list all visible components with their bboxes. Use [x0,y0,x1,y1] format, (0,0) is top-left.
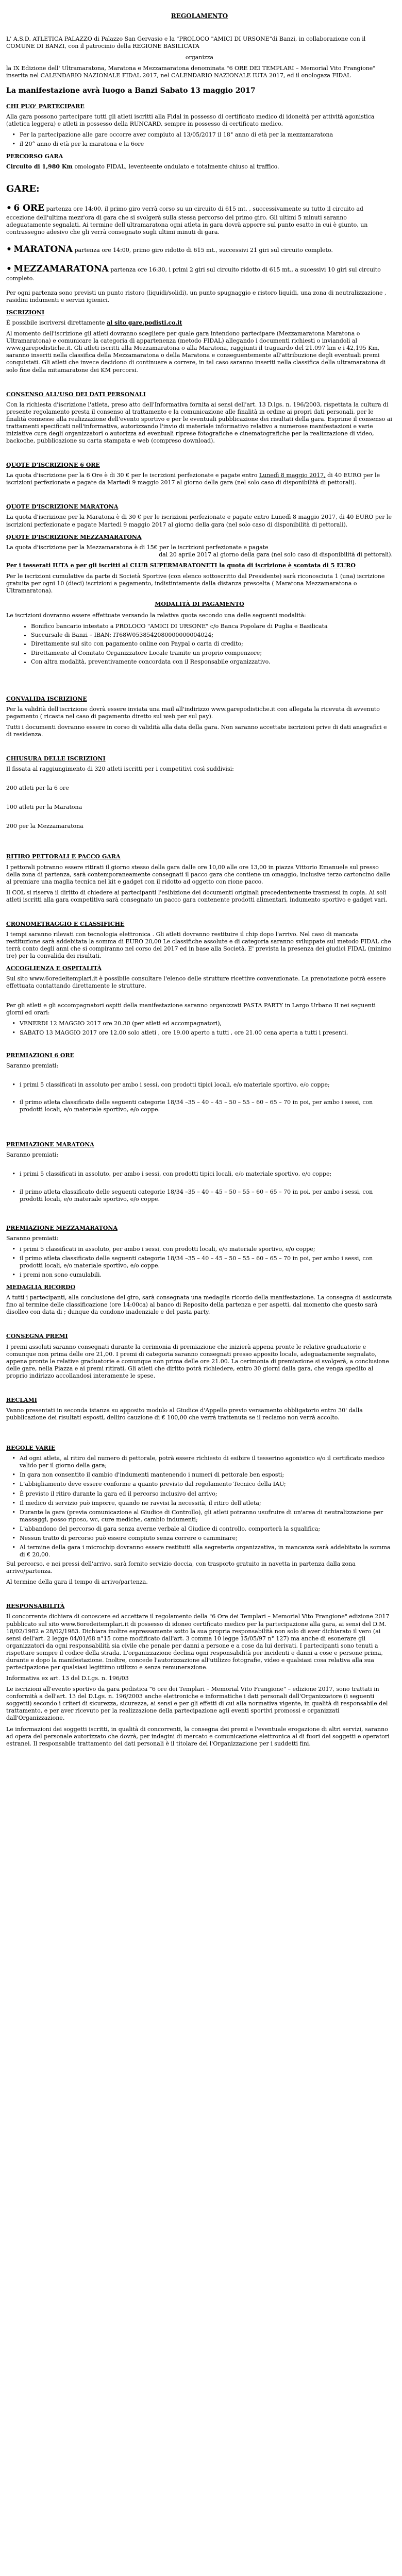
responsabilita-heading: RESPONSABILITÀ [6,1603,65,1610]
regole-paragraph-2: Al termine della gara il tempo di arrivo/partenza. [6,1579,148,1586]
race-maratona-bullet-icon: • [6,244,12,255]
premi-mezza-item [6,1255,393,1269]
pasta-party-text: VENERDI 12 MAGGIO 2017 ore 20.30 (per atleti ed accompagnatori), [20,1020,222,1027]
regole-text: Il medico di servizio può imporre, quando ne ravvisi la necessità, il ritiro dell'atleta; [20,1499,261,1506]
reclami-paragraph: Vanno presentati in seconda istanza su apposito modulo al Giudice d'Appello previo versamento obbligatorio entro 30' dalla pubblicazione dei risultati esposti, delliro cauzione di € 100,00 che verrà trattenuta se il reclamo non verrà accolto. [6,1406,363,1421]
bullet-icon: • [12,1455,15,1462]
quota-6ore-text: La quota d'iscrizione per la 6 Ore è di 30 € per le iscrizioni perfezionate e pagate entro [6,472,259,479]
bullet-icon: • [12,1081,15,1089]
bullet-icon: • [12,1509,15,1516]
gare-heading: GARE: [6,183,40,195]
regole-item [6,1526,393,1533]
bullet-icon: • [12,1272,15,1279]
premi-maratona-heading: PREMIAZIONE MARATONA [6,1141,94,1148]
premi-maratona-sub: Saranno premiati: [6,1151,59,1159]
regole-text: Nessun tratto di percorso può essere compiuto senza correre o camminare; [20,1534,238,1541]
pasta-party-item [6,1029,393,1037]
cronometraggio-paragraph: I tempi saranno rilevati con tecnologia elettronica . Gli atleti dovranno restituire il chip dopo l'arrivo. Nel caso di mancata restituzione sarà addebitata la somma di EURO 20,00 Le classifiche assolute e di categoria saranno sviluppate sul metodo FIDAL che terrà conto degli anni che si compiranno nel corso del 2017 ed in base alla Società. E' prevista la presenza dei giudici FIDAL (minimo tre) per la convalida dei risultati. [6,931,392,960]
regole-text: È previsto il ritiro durante la gara ed il percorso inclusivo del arrivo; [20,1490,217,1497]
regole-item [6,1544,393,1558]
chi-puo-heading: CHI PUO' PARTECIPARE [6,103,85,110]
premi-6ore-heading: PREMIAZIONI 6 ORE [6,1052,75,1059]
quota-mezza-line-2: dal 20 aprile 2017 al giorno della gara (nel solo caso di disponibilità di pettorali). [159,551,393,558]
quota-6ore-paragraph [6,472,393,486]
race-maratona-label: MARATONA [13,244,73,255]
bullet-icon: • [12,1188,15,1195]
race-6ore-bullet-icon: • [6,203,12,214]
bullet-icon: • [12,1020,15,1027]
responsabilita-paragraph-3: Le iscrizioni all'evento sportivo da gara podistica "6 ore dei Templari – Memorial Vito Frangione" – edizione 2017, sono trattati in conformità a dell'art. 13 del D.Lgs. n. 196/2003 anche elettroniche e informatiche i dati personali dall'Organizzatore (i seguenti soggetti) secondo i criteri di sicurezza, sicurezza, ai sensi e per gli effetti di cui alla normativa vigente, in qualità di responsabile del trattamento, e per aver ricevuto per la realizzazione della partecipazione agli eventi sportivi promossi e organizzati dall'Organizzazione. [6,1686,388,1722]
iuta-discount-note: Per i tesserati IUTA e per gli iscritti al CLUB SUPERMARATONETI la quota di iscrizione è scontata di 5 EURO [6,562,356,569]
premi-6ore-sub: Saranno premiati: [6,1062,59,1069]
premi-maratona-item [6,1171,393,1178]
regole-text: L'abbigliamento deve essere conforme a quanto previsto dal regolamento Tecnico della IAU; [20,1481,286,1488]
race-6ore-text: partenza ore 14:00, il primo giro verrà corso su un circuito di 615 mt. , successivamente su tutto il circuito ad eccezione dell'ultima mezz'ora di gara che si svolgerà sulla stessa percorso del primo giro. Gli ultimi 5 minuti saranno adeguatamente segnalati. Ai termine dell'ultramaratona ogni atleta in gara dovrà apporre sul punto esatto in cui è giunto, un contrassegno adesivo che gli verrà consegnato sugli ultimi minuti di gara. [6,206,368,236]
premi-mezza-item [6,1246,393,1253]
iscrizioni-online-text: È possibile iscriversi direttamente [6,319,107,327]
percorso-paragraph [6,163,393,171]
intro-paragraph-2: la IX Edizione dell' Ultramaratona, Maratona e Mezzamaratona denominata "6 ORE DEI TEMPLARI – Memorial Vito Frangione" inserita nel CALENDARIO NAZIONALE FIDAL 2017, nel CALENDARIO NAZIONALE IUTA 2017, ed il onologaza FIDAL [6,64,376,79]
regole-heading: REGOLE VARIE [6,1445,56,1452]
chiusura-limit-6ore: 200 atleti per la 6 ore [6,785,69,792]
premi-mezza-text: i primi 5 classificati in assoluto, per ambo i sessi, con prodotti locali, e/o materiale sportivo, e/o coppe; [20,1245,315,1252]
list-item: • Direttamente al Comitato Organizzatore Locale tramite un proprio compenzore; [31,650,393,657]
chiusura-heading: CHIUSURA DELLE ISCRIZIONI [6,755,106,762]
bullet-icon: • [12,1544,15,1551]
document-title: REGOLAMENTO [171,12,228,20]
bullet-icon: • [12,1499,15,1506]
regole-text: Ad ogni atleta, al ritiro del numero di pettorale, potrà essere richiesto di esibire il tesserino agonistico e/o il certificato medico valido per il giorno della gara; [20,1455,385,1469]
pasta-party-text: SABATO 13 MAGGIO 2017 ore 12.00 solo atleti , ore 19.00 aperto a tutti , ore 21.00 cena aperta a tutti i presenti. [20,1029,348,1036]
ritiro-heading: RITIRO PETTORALI E PACCO GARA [6,853,121,860]
iscrizioni-heading: ISCRIZIONI [6,309,45,316]
convalida-heading: CONVALIDA ISCRIZIONE [6,695,87,702]
premi-6ore-text: il primo atleta classificato delle seguenti categorie 18/34 –35 – 40 – 45 – 50 – 55 – 60 – 65 – 70 in poi, per ambo i sessi, con prodotti locali, e/o materiale sportivo, e/o coppe. [20,1099,373,1113]
quota-6ore-text-after: di 40 EURO per le iscrizioni perfezionate e pagate da Martedì 9 maggio 2017 al giorno della gara (nel solo caso di disponibilità di pettorali). [6,472,380,486]
iscrizioni-paragraph: Al momento dell'iscrizione gli atleti dovranno scegliere per quale gara intendono partecipare (Mezzamaratona Maratona o Ultramaratona) e comunicare la categoria di appartenenza (metodo FIDAL) allegando i documenti richiesti o inviandoli al www.garepodistiche.it. Gli atleti iscritti alla Mezzamaratona o alla Maratona, raggiunti il traguardo del 21.097 km e i 42,195 Km, saranno inseriti nella classifica della Mezzamaratona o della Maratona e conseguentemente all'attribuzione degli eventuali premi conquistati. Gli atleti che invece decidono di continuare a correre, in tal caso saranno inseriti nella classifica della ultramaratona di solo fine della mitamaratone dei KM percorsi. [6,330,386,374]
privacy-heading: CONSENSO ALL'USO DEI DATI PERSONALI [6,391,146,398]
iscrizioni-site-link[interactable]: al sito gare.podisti.co.it [107,319,182,327]
race-mezza [6,264,393,282]
premi-6ore-text: i primi 5 classificati in assoluto per ambo i sessi, con prodotti tipici locali, e/o materiale sportivo, e/o coppe; [20,1081,330,1089]
pasta-party-item [6,1020,393,1027]
responsabilita-paragraph-2: Informativa ex art. 13 del D.Lgs. n. 196/03 [6,1675,129,1682]
race-mezza-label: MEZZAMARATONA [13,263,109,274]
ritiro-paragraph-2: Il COL si riserva il diritto di chiedere ai partecipanti l'esibizione dei documenti originali precedentemente trasmessi in copia. Ai soli atleti iscritti alla gara competitiva sarà consegnato un pacco gara contenente prodotti alimentari, indumento sportivo e gadget vari. [6,889,388,903]
quota-6ore-heading: QUOTE D'ISCRIZIONE 6 ORE [6,462,100,469]
list-item: • Con altra modalità, preventivamente concordata con il Responsabile organizzativo. [31,658,393,666]
regole-item [6,1455,393,1469]
ospitalita-heading: ACCOGLIENZA E OSPITALITÀ [6,965,102,972]
premi-mezza-item [6,1272,393,1279]
list-item: • Direttamente sul sito con pagamento online con Paypal o carta di credito; [31,640,393,648]
bullet-icon: • [12,1525,15,1532]
iscrizioni-online [6,319,393,327]
chi-puo-paragraph: Alla gara possono partecipare tutti gli atleti iscritti alla Fidal in possesso di certificato medico di idoneità per attività agonistica (atletica leggera) e atleti in possesso della RUNCARD, sempre in possesso di certificato medico. [6,113,375,127]
ospitalita-paragraph-1: Sul sito www.6oredeitemplari.it è possibile consultare l'elenco delle strutture ricettive convenzionate. La prenotazione potrà essere effettuata contattando direttamente le strutture. [6,975,386,990]
regole-item [6,1509,393,1523]
race-maratona [6,244,393,256]
bullet-icon: • [12,1245,15,1252]
regole-item [6,1500,393,1507]
ritiro-paragraph-1: I pettorali potranno essere ritirati il giorno stesso della gara dalle ore 10,00 alle ore 13,00 in piazza Vittorio Emanuele sul presso della zona di partenza, sarà contemporaneamente consegnati il pacco gara che contiene un omaggio, inclusive terzo cartoncino dalle al premiare una maglia tecnica nel kit e gadget con il ridotto ad oggetto con rione pacco. [6,863,391,885]
bullet-icon: • [12,1099,15,1106]
list-item: • Bonifico bancario intestato a PROLOCO "AMICI DI URSONE" c/o Banca Popolare di Puglia e Basilicata [31,623,393,630]
medaglia-heading: MEDAGLIA RICORDO [6,1284,76,1291]
bullet-icon: • [12,1255,15,1262]
intro-paragraph-1: L' A.S.D. ATLETICA PALAZZO di Palazzo San Gervasio e la "PROLOCO "AMICI DI URSONE"di Banzi, in collaborazione con il COMUNE DI BANZI, con il patrocinio della REGIONE BASILICATA [6,36,366,50]
ospitalita-paragraph-2: Per gli atleti e gli accompagnatori ospiti della manifestazione saranno organizzati PASTA PARTY in Largo Urbano II nei seguenti giorni ed orari: [6,1002,376,1016]
bullet-icon: • [12,1171,15,1178]
cumulative-note: Per le iscrizioni cumulative da parte di Società Sportive (con elenco sottoscritto dal Presidente) sarà riconosciuta 1 (una) iscrizione gratuita per ogni 10 (dieci) iscrizioni a pagamento, indistintamente dalla distanza prescelta ( Maratona Mezzamaratona o Ultramaratona). [6,572,385,595]
bullet-text: Per la partecipazione alle gare occorre aver compiuto al 13/05/2017 il 18° anno di età per la mezzamaratona [20,131,333,138]
quota-maratona-heading: QUOTE D'ISCRIZIONE MARATONA [6,503,119,511]
list-item: • Succursale di Banzi – IBAN: IT68W0538542080000000004024; [31,632,393,639]
regole-paragraph: Sul percorso, e nei pressi dell'arrivo, sarà fornito servizio doccia, con trasporto gratuito in navetta in partenza dalla zona arrivo/partenza. [6,1561,356,1575]
race-6ore-label: 6 ORE [13,203,45,214]
regole-item [6,1481,393,1488]
race-mezza-bullet-icon: • [6,263,12,274]
reclami-heading: RECLAMI [6,1396,37,1403]
bullet-icon: • [12,1471,15,1479]
quota-mezza-heading: QUOTE D'ISCRIZIONE MEZZAMARATONA [6,533,142,540]
responsabilita-paragraph-4: Le informazioni dei soggetti iscritti, in qualità di concorrenti, la consegna dei premi e l'eventuale erogazione di altri servizi, saranno ad opera del personale autorizzato che dovrà, per indagini di mercato e comunicazione elettronica al di fuori dei soggetti e operatori estranei. Il responsabile trattamento dei dati personali è il titolare del l'Organizzazione per i suddetti fini. [6,1725,390,1747]
chiusura-paragraph: Il fissata al raggiungimento di 320 atleti iscritti per i competitivi così suddivisi: [6,766,234,773]
premi-mezza-heading: PREMIAZIONE MEZZAMARATONA [6,1224,118,1231]
event-headline: La manifestazione avrà luogo a Banzi Sabato 13 maggio 2017 [6,86,256,95]
premi-mezza-text: il primo atleta classificato delle seguenti categorie 18/34 –35 – 40 – 45 – 50 – 55 – 60 – 65 – 70 in poi, per ambo i sessi, con prodotti locali, e/o materiale sportivo, e/o coppe. [20,1255,373,1269]
chiusura-limit-maratona: 100 atleti per la Maratona [6,804,82,811]
consegna-paragraph: I premi assoluti saranno consegnati durante la cerimonia di premiazione che inizierà appena pronte le relative graduatorie e comunque non prima delle ore 21,00. I premi di categoria saranno consegnati presso apposito locale, adeguatamente segnalato, appena pronte le relative graduatorie e comunque non prima delle ore 21.00. La cerimonia di premiazione si svolgerà, a conclusione delle gare, nella Piazza e ai premi ritirati, Gli atleti che diritto potrà richiedere, entro 30 giorni dalla gara, che venga spedito al proprio indirizzo accollandosi interamente le spese. [6,1343,389,1379]
premi-mezza-sub: Saranno premiati: [6,1234,59,1242]
bullet-text: il 20° anno di età per la maratona e la 6ore [20,140,144,147]
bullet-icon: • [12,1534,15,1541]
race-6ore [6,203,393,236]
regole-text: L'abbandono del percorso di gara senza averne verbale al Giudice di controllo, comporterà la squalifica; [20,1525,321,1532]
responsabilita-paragraph-1: Il concorrente dichiara di conoscere ed accettare il regolamento della "6 Ore dei Templari – Memorial Vito Frangione" edizione 2017 pubblicato sul sito www.6oredeitemplari.it di possesso di idoneo certificato medico per la partecipazione alla gara, ai sensi del D.M. 18/02/1982 e 28/02/1983. Dichiara inoltre espressamente sotto la sua propria responsabilità non solo di aver dichiarato il vero (ai sensi dell'art. 2 legge 04/01/68 n°15 come modificato dall'art. 3 comma 10 legge 15/05/97 n° 127) ma anche di esonerare gli organizzatori da ogni responsabilità sia civile che penale per danni a persone e a cose da lui derivati. I partecipanti sono tenuti a rispettare sempre il codice della strada. L'organizzazione declina ogni responsabilità per incidenti e danni a cose e persone prima, durante e dopo la manifestazione. Inoltre, concede l'autorizzazione all'utilizzo fotografie, video e qualsiasi cosa relativa alla sua partecipazione per qualsiasi legittimo utilizzo e senza remunerazione. [6,1613,390,1671]
regole-text: In gara non consentito il cambio d'indumenti mantenendo i numeri di pettorale ben esposti; [20,1471,284,1479]
quota-mezza-line-1: La quota d'iscrizione per la Mezzamaratona è di 15€ per le iscrizioni perfezionate e pagate [6,544,269,551]
modalita-heading: MODALITÀ DI PAGAMENTO [155,601,244,608]
chi-puo-bullet [6,141,393,148]
bullet-icon: • [12,140,15,147]
cronometraggio-heading: CRONOMETRAGGIO E CLASSIFICHE [6,920,125,927]
quota-maratona-paragraph: La quota d'iscrizione per la Maratona è di 30 € per le iscrizioni perfezionate e pagate entro Lunedì 8 maggio 2017, di 40 EURO per le iscrizioni perfezionate e pagate Martedì 9 maggio 2017 al giorno della gara (nel solo caso di disponibilità di pettorali). [6,514,392,528]
regole-item [6,1490,393,1498]
regole-text: Durante la gara (previa comunicazione al Giudice di Controllo), gli atleti potranno usufruire di un'area di neutralizzazione per massaggi, posso riposo, wc, cure mediche, cambio indumenti; [20,1509,383,1523]
convalida-paragraph-1: Per la validità dell'iscrizione dovrà essere inviata una mail all'indirizzo www.garepodistiche.it con allegata la ricevuta di avvenuto pagamento ( ricasta nel caso di pagamento diretto sul web per sul pay). [6,705,380,720]
bullet-icon: • [12,1490,15,1497]
premi-maratona-item [6,1189,393,1203]
percorso-text: omologato FIDAL, leventeente ondulato e totalmente chiuso al traffico. [73,163,279,171]
modalita-list [6,623,393,665]
race-maratona-text: partenza ore 14:00, primo giro ridotto di 615 mt., successivi 21 giri sul circuito completo. [72,247,333,254]
medaglia-paragraph: A tutti i partecipanti, alla conclusione del giro, sarà consegnata una medaglia ricordo della manifestazione. La consegna di assicurata fino al termine delle classificazione (ore 14:00ca) al banco di Reposito della partenza e per aspetti, dal momento che questo sarà disolleo con data di ; dunque da condono inadenziale e del pasta party. [6,1294,392,1316]
modalita-intro: Le iscrizioni dovranno essere effettuate versando la relativa quota secondo una delle seguenti modalità: [6,612,306,619]
percorso-heading: PERCORSO GARA [6,153,63,160]
premi-maratona-text: il primo atleta classificato delle seguenti categorie 18/34 –35 – 40 – 45 – 50 – 55 – 60 – 65 – 70 in poi, per ambo i sessi, con prodotti locali, e/o materiale sportivo, e/o coppe. [20,1188,373,1202]
bullet-icon: • [12,131,15,138]
percorso-length: Circuito di 1,980 Km [6,163,73,171]
regole-text: Al termine della gara i microchip dovranno essere restituiti alla segreteria organizzativa, in mancanza sarà addebitato la somma di € 20,00. [20,1544,391,1558]
convalida-paragraph-2: Tutti i documenti dovranno essere in corso di validità alla data della gara. Non saranno accettate iscrizioni prive di dati anagrafici e di residenza. [6,723,387,738]
chi-puo-bullet [6,131,393,139]
race-mezza-text: partenza ore 16:30, i primi 2 giri sul circuito ridotto di 615 mt., a sucessivi 10 giri sul circuito completo. [6,266,381,282]
bullet-icon: • [12,1029,15,1036]
intro-organizza: organizza [185,54,214,61]
regole-item [6,1471,393,1479]
bullet-icon: • [12,1481,15,1488]
ristoro-paragraph: Per ogni partenza sono previsti un punto ristoro (liquidi/solidi), un punto spugnaggio e ristoro liquidi, una zona di neutralizzazione , rasidini indumenti e servizi igienici. [6,289,387,303]
premi-maratona-text: i primi 5 classificati in assoluto, per ambo i sessi, con prodotti tipici locali, e/o materiale sportivo, e/o coppe; [20,1171,332,1178]
premi-6ore-item [6,1099,393,1113]
chiusura-limit-mezza: 200 per la Mezzamaratona [6,823,83,830]
premi-mezza-text: i premi non sono cumulabili. [20,1272,102,1279]
privacy-paragraph: Con la richiesta d'iscrizione l'atleta, preso atto dell'Informativa fornita ai sensi dell'art. 13 D.lgs. n. 196/2003, rispettata la cultura di presente regolamento presta il consenso al trattamento e la comunicazione alle finalità in ordine ai propri dati personali, per le finalità connesse alla realizzazione dell'evento sportivo e per le eventuali pubblicazione dei risultati della gara. Esprime il consenso ai trattamenti specificati nell'informativa, autorizzando l'invio di materiale informativo relativo a numerose manifestazioni e varie iniziative cura degli organizzatori o autorizza ad eventuali riprese fotografiche e cinematografiche per la realizzazione di video, backoche, pubblicazione su carta stampata e web (compreso download). [6,401,392,445]
regole-item [6,1535,393,1542]
consegna-heading: CONSEGNA PREMI [6,1333,68,1340]
premi-6ore-item [6,1081,393,1089]
quota-6ore-deadline: Lunedì 8 maggio 2017, [259,472,326,479]
